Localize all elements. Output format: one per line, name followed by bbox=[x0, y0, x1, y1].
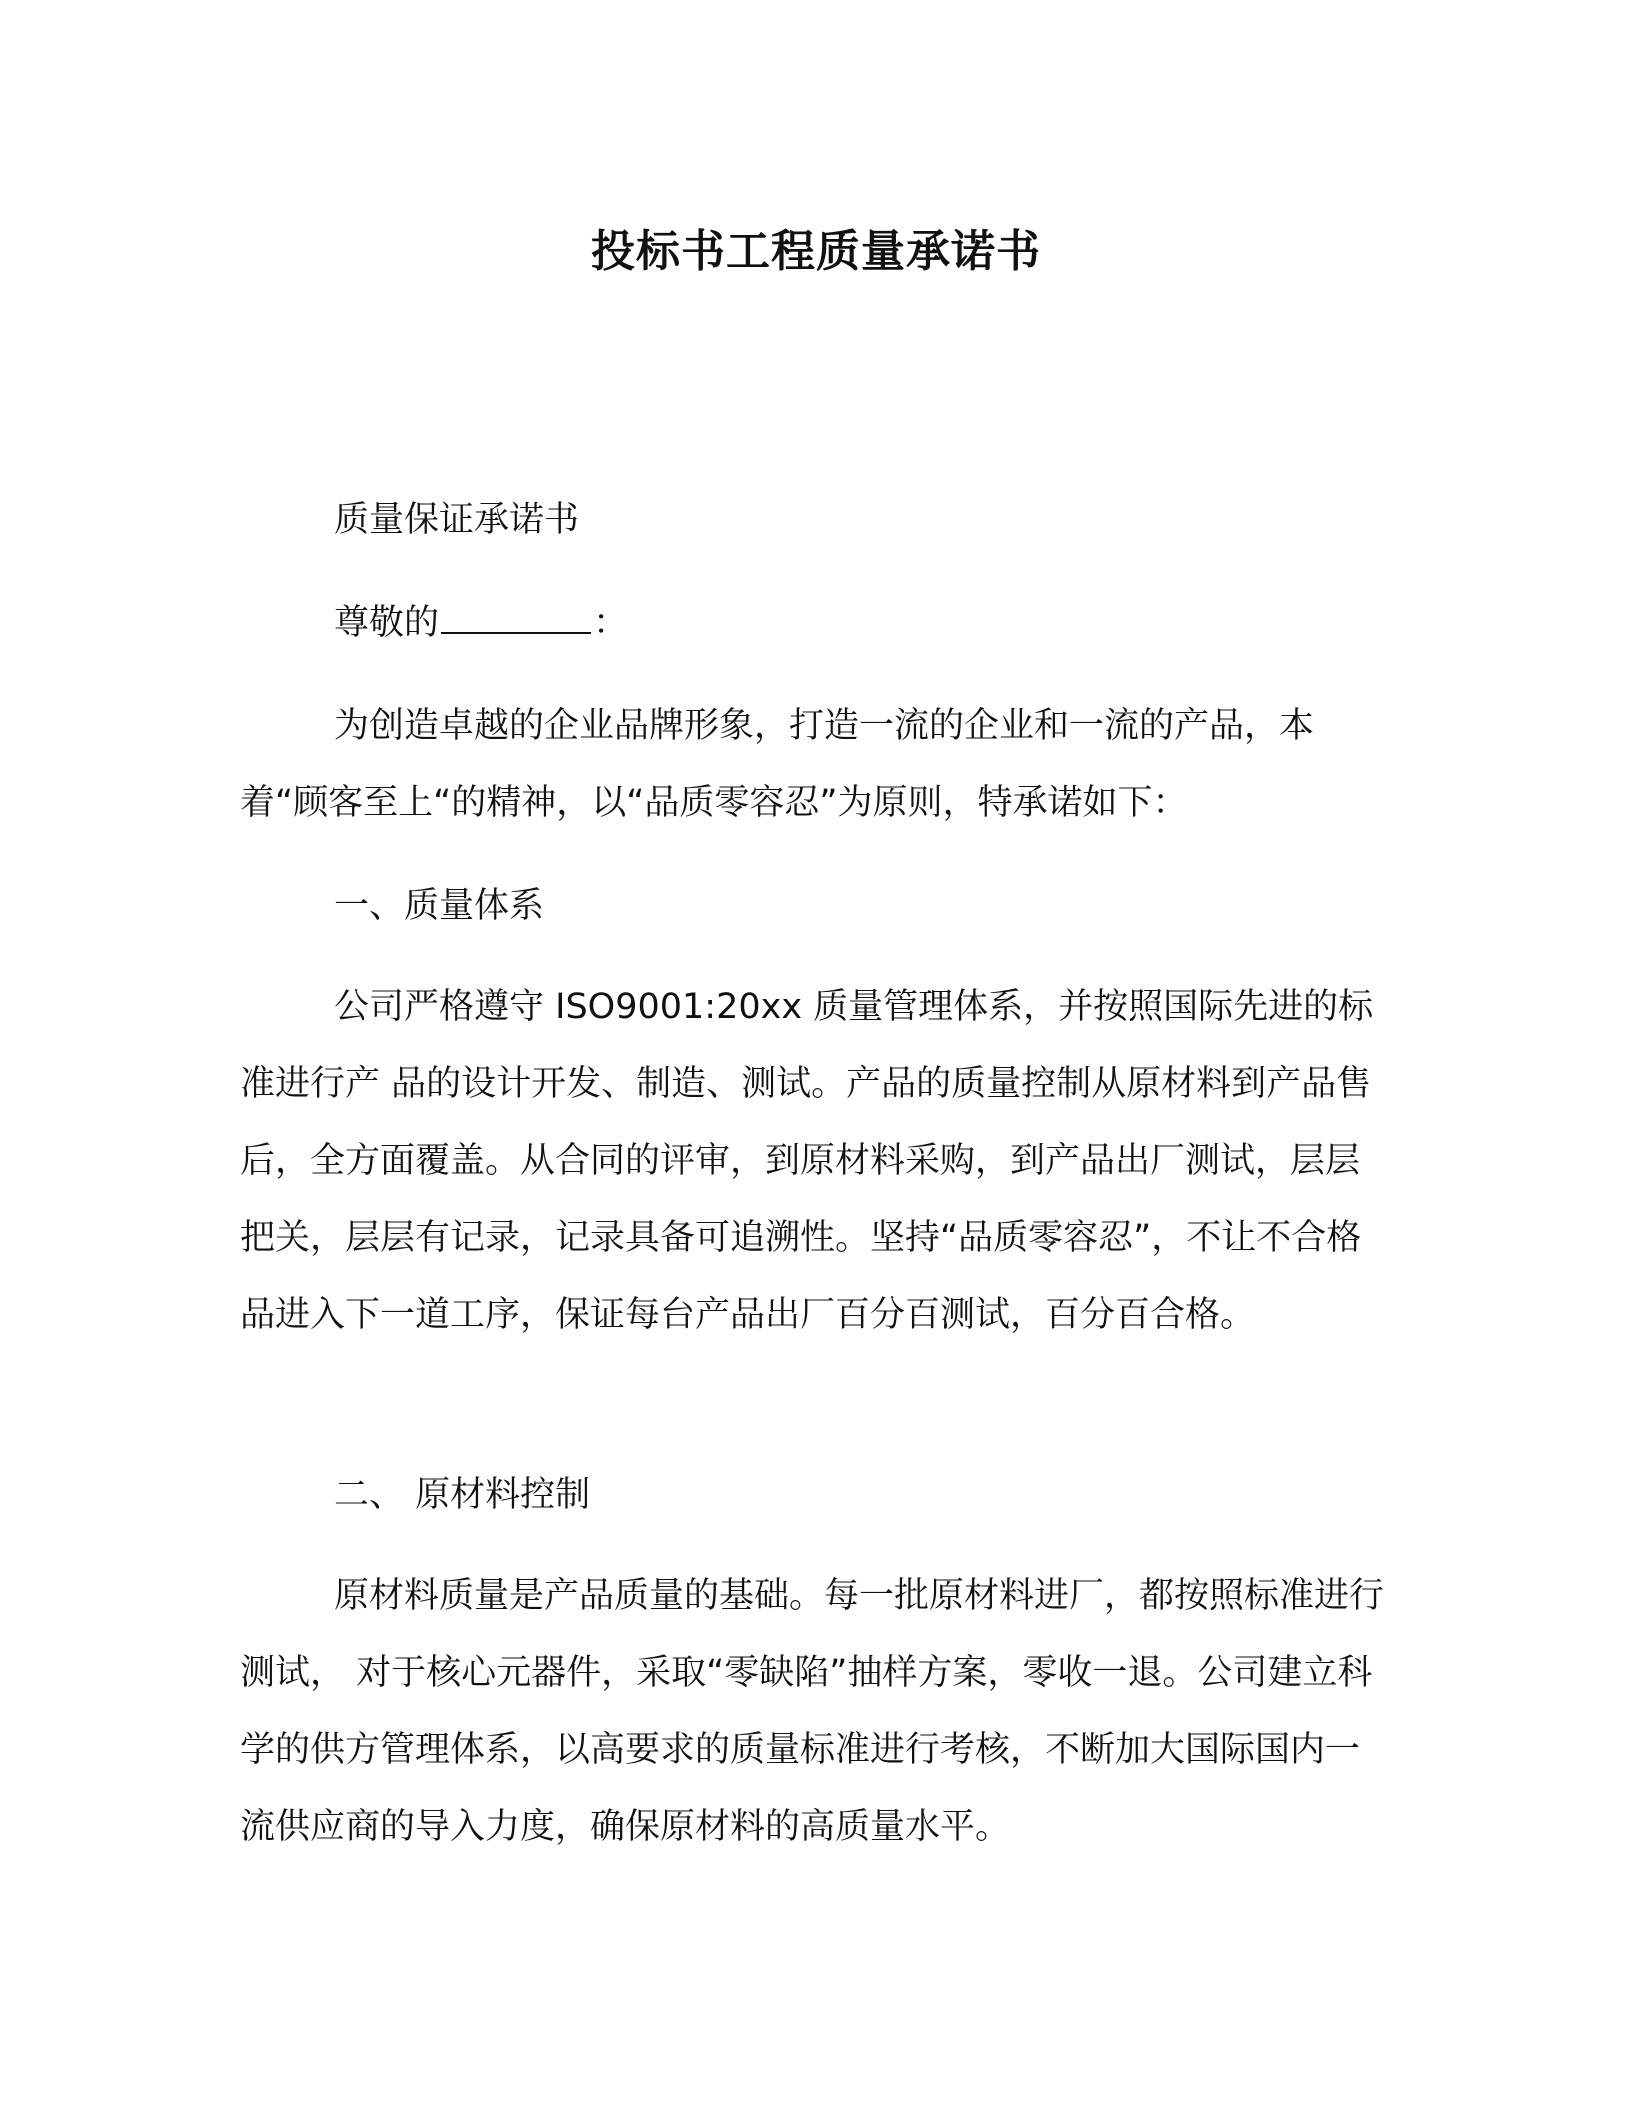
recipient-blank bbox=[441, 602, 591, 634]
section-heading-raw-material: 二、 原材料控制 bbox=[334, 1475, 591, 1515]
salutation-suffix: ： bbox=[593, 603, 629, 643]
section-heading-quality-system: 一、质量体系 bbox=[334, 886, 545, 926]
salutation-prefix: 尊敬的 bbox=[334, 603, 440, 643]
section-body-quality-system: 公司严格遵守 ISO9001:20xx 质量管理体系，并按照国际先进的标准进行产 品的设计开发、制造、测试。产品的质量控制从原材料到产品售后，全方面覆盖。从合同的评审，到原材料采购，到产品出厂测试，层层把关，层层有记录，记录具备可追溯性。坚持“品质零容忍”，不让不合格品进入下一道工序，保证每台产品出厂百分百测试，百分百合格。 bbox=[240, 987, 1374, 1335]
salutation bbox=[240, 585, 1486, 662]
document-title: 投标书工程质量承诺书 bbox=[591, 226, 1041, 277]
section-body-raw-material: 原材料质量是产品质量的基础。每一批原材料进厂，都按照标准进行测试， 对于核心元器件，采取“零缺陷”抽样方案，零收一退。公司建立科学的供方管理体系，以高要求的质量标准进行考核，不断加大国际国内一流供应商的导入力度，确保原材料的高质量水平。 bbox=[240, 1576, 1385, 1847]
subtitle: 质量保证承诺书 bbox=[334, 500, 580, 540]
intro-paragraph: 为创造卓越的企业品牌形象，打造一流的企业和一流的产品，本着“顾客至上“的精神，以“品质零容忍”为原则，特承诺如下： bbox=[240, 706, 1315, 823]
